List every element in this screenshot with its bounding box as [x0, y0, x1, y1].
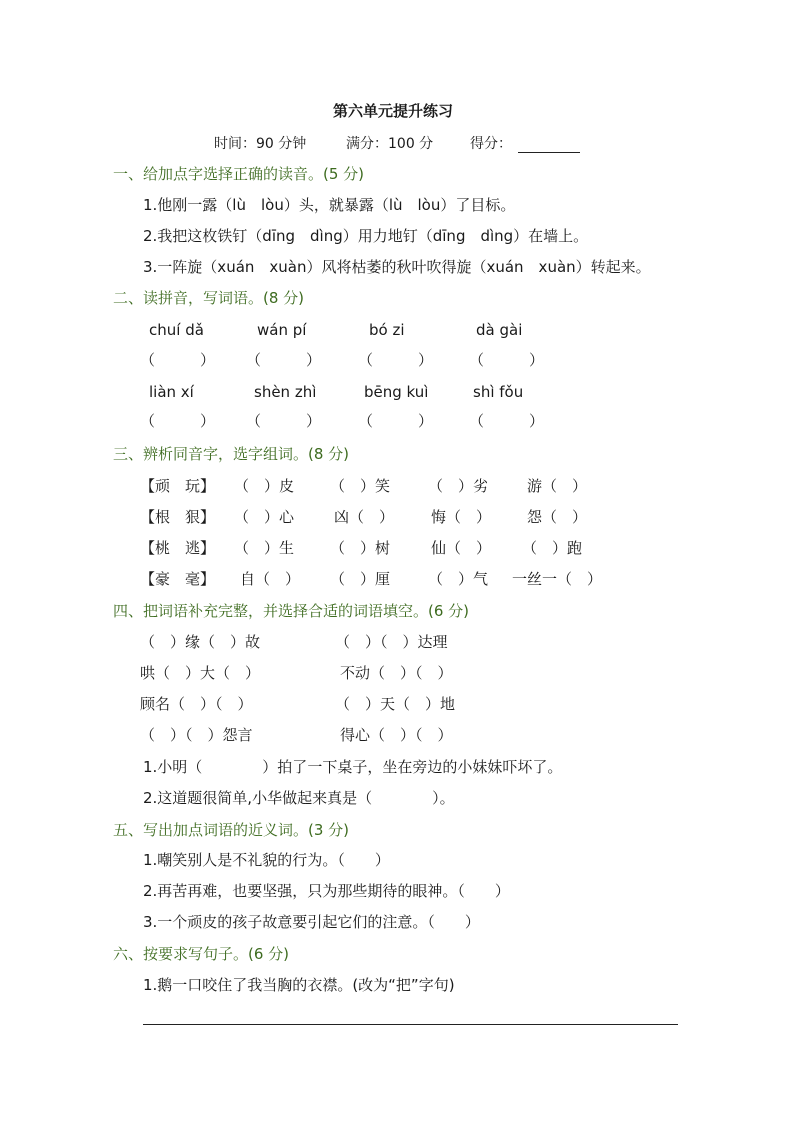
s2-blank-7[interactable]: （ ）	[358, 412, 434, 430]
s4-fill-2[interactable]: 2.这道题很简单,小华做起来真是（ ）。	[143, 789, 455, 807]
s1-line-1: 1.他刚一露（lù lòu）头，就暴露（lù lòu）了目标。	[143, 196, 516, 214]
s3-r1-c3[interactable]: （ ）劣	[428, 477, 489, 495]
s3-r3-label: 【桃 逃】	[140, 539, 216, 557]
s2-blank-8[interactable]: （ ）	[469, 412, 545, 430]
s6-answer-line[interactable]	[143, 1024, 678, 1025]
s3-r2-c3[interactable]: 悔（ ）	[431, 508, 492, 526]
s3-r4-label: 【豪 毫】	[140, 570, 216, 588]
section-6-heading: 六、按要求写句子。(6 分)	[113, 945, 290, 963]
s4-r1-left[interactable]: （ ）缘（ ）故	[140, 633, 261, 651]
s3-r4-c2[interactable]: （ ）厘	[330, 570, 391, 588]
s2-pinyin-3: bó zi	[369, 321, 405, 339]
s4-r1-right[interactable]: （ ）（ ）达理	[335, 633, 448, 651]
s2-pinyin-6: shèn zhì	[254, 383, 317, 401]
section-5-heading: 五、写出加点词语的近义词。(3 分)	[113, 821, 350, 839]
s5-line-3[interactable]: 3.一个顽皮的孩子故意要引起它们的注意。（ ）	[143, 913, 480, 931]
s2-pinyin-5: liàn xí	[149, 383, 194, 401]
s4-r3-left[interactable]: 顾名（ ）（ ）	[140, 695, 253, 713]
s1-line-2: 2.我把这枚铁钉（dīng dìng）用力地钉（dīng dìng）在墙上。	[143, 227, 589, 245]
s2-blank-3[interactable]: （ ）	[358, 351, 434, 369]
s2-pinyin-4: dà gài	[476, 321, 523, 339]
s3-r2-c1[interactable]: （ ）心	[234, 508, 295, 526]
s2-blank-4[interactable]: （ ）	[469, 351, 545, 369]
s3-r2-label: 【根 狠】	[140, 508, 216, 526]
exam-time: 时间：90 分钟	[214, 136, 307, 152]
s4-r4-left[interactable]: （ ）（ ）怨言	[140, 726, 253, 744]
s2-blank-6[interactable]: （ ）	[246, 412, 322, 430]
section-2-heading: 二、读拼音，写词语。(8 分)	[113, 289, 305, 307]
s3-r1-c2[interactable]: （ ）笑	[330, 477, 391, 495]
s4-r2-right[interactable]: 不动（ ）（ ）	[340, 664, 453, 682]
section-1-heading: 一、给加点字选择正确的读音。(5 分)	[113, 165, 365, 183]
s5-line-1[interactable]: 1.嘲笑别人是不礼貌的行为。（ ）	[143, 851, 390, 869]
s2-blank-2[interactable]: （ ）	[246, 351, 322, 369]
section-4-heading: 四、把词语补充完整，并选择合适的词语填空。(6 分)	[113, 602, 470, 620]
s6-line-1: 1.鹅一口咬住了我当胸的衣襟。(改为“把”字句)	[143, 976, 455, 994]
score-blank-line[interactable]	[518, 152, 580, 153]
s2-blank-5[interactable]: （ ）	[140, 412, 216, 430]
s2-pinyin-7: bēng kuì	[364, 383, 429, 401]
s2-blank-1[interactable]: （ ）	[140, 351, 216, 369]
s3-r4-c3[interactable]: （ ）气	[428, 570, 489, 588]
s3-r3-c2[interactable]: （ ）树	[330, 539, 391, 557]
s3-r2-c4[interactable]: 怨（ ）	[527, 508, 588, 526]
s4-r3-right[interactable]: （ ）天（ ）地	[335, 695, 456, 713]
s3-r1-label: 【顽 玩】	[140, 477, 216, 495]
s2-pinyin-2: wán pí	[257, 321, 307, 339]
s4-r2-left[interactable]: 哄（ ）大（ ）	[140, 664, 261, 682]
s3-r1-c4[interactable]: 游（ ）	[527, 477, 588, 495]
s3-r4-c4[interactable]: 一丝一（ ）	[512, 570, 603, 588]
exam-full-score: 满分：100 分	[346, 136, 434, 152]
s3-r2-c2[interactable]: 凶（ ）	[334, 508, 395, 526]
page-title: 第六单元提升练习	[333, 102, 454, 120]
s4-r4-right[interactable]: 得心（ ）（ ）	[340, 726, 453, 744]
section-3-heading: 三、辨析同音字，选字组词。(8 分)	[113, 445, 350, 463]
s3-r3-c1[interactable]: （ ）生	[234, 539, 295, 557]
s2-pinyin-8: shì fǒu	[473, 383, 524, 401]
s4-fill-1[interactable]: 1.小明（ ）拍了一下桌子，坐在旁边的小妹妹吓坏了。	[143, 758, 563, 776]
s2-pinyin-1: chuí dǎ	[149, 321, 204, 339]
s3-r4-c1[interactable]: 自（ ）	[240, 570, 301, 588]
s3-r3-c3[interactable]: 仙（ ）	[431, 539, 492, 557]
s1-line-3: 3.一阵旋（xuán xuàn）风将枯萎的秋叶吹得旋（xuán xuàn）转起来。	[143, 258, 651, 276]
s3-r3-c4[interactable]: （ ）跑	[522, 539, 583, 557]
s3-r1-c1[interactable]: （ ）皮	[234, 477, 295, 495]
s5-line-2[interactable]: 2.再苦再难，也要坚强，只为那些期待的眼神。（ ）	[143, 882, 510, 900]
exam-score-label: 得分：	[470, 136, 512, 152]
